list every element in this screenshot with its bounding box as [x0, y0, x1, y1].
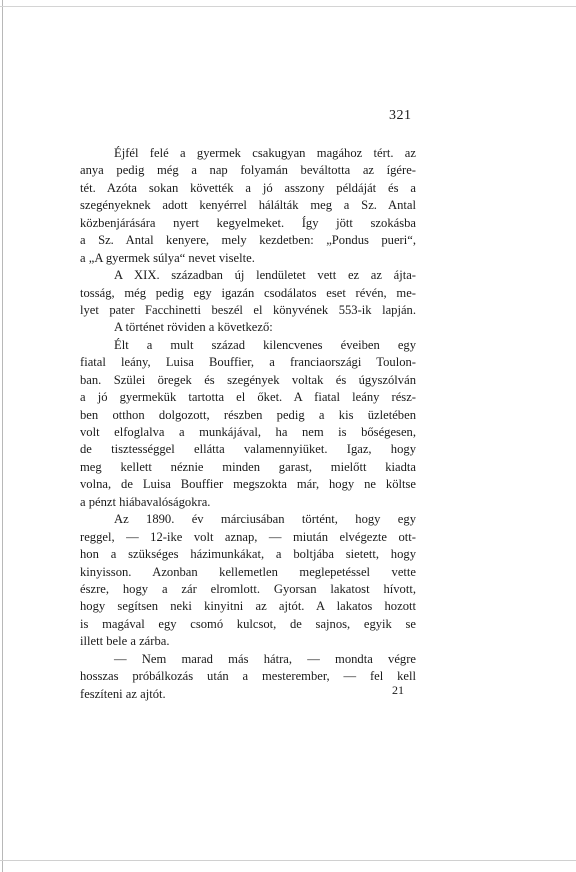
text-line: feszíteni az ajtót. — [80, 686, 166, 701]
printer-signature-mark: 21 — [392, 683, 404, 697]
text-line: is magával egy csomó kulcsot, de sajnos, egyik se — [80, 616, 416, 631]
text-line: Élt a mult század kilencvenes éveiben egy — [114, 337, 416, 352]
text-line: meg kellett néznie minden garast, mielőtt kiadta — [80, 459, 416, 474]
text-line: volt elfoglalva a munkájával, ha nem is bőségesen, — [80, 425, 416, 439]
text-line: tosság, még pedig egy igazán csodálatos eset révén, me- — [80, 285, 416, 300]
text-line: reggel, — 12-ike volt aznap, — miután elvégezte ott- — [80, 529, 416, 544]
text-line: A történet röviden a következő: — [114, 320, 273, 335]
text-line: de tisztességgel ellátta valamennyiüket. Igaz, hogy — [80, 442, 416, 457]
text-line: a jó gyermekük tartotta el őket. A fiatal leány rész- — [80, 390, 416, 405]
text-line: tét. Azóta sokan követték a jó asszony példáját és a — [80, 180, 416, 195]
text-line: A XIX. században új lendületet vett ez az ájta- — [114, 268, 416, 283]
text-line: a pénzt hiábavalóságokra. — [80, 494, 211, 509]
body-text — [80, 145, 416, 703]
text-line: közbenjárására nyert kegyelmeket. Így jött szokásba — [80, 215, 416, 230]
scan-edge-left — [2, 0, 3, 872]
text-line: a „A gyermek súlya“ nevet viselte. — [80, 250, 255, 265]
text-line: Az 1890. év márciusában történt, hogy egy — [114, 512, 416, 527]
text-line: szegényeknek adott kenyérrel hálálták meg a Sz. Antal — [80, 198, 416, 213]
text-line: hogy segítsen neki kinyitni az ajtót. A lakatos hozott — [80, 599, 416, 614]
text-line: — Nem marad más hátra, — mondta végre — [114, 651, 416, 666]
scan-edge-bottom — [0, 860, 576, 861]
text-line: Éjfél felé a gyermek csakugyan magához tért. az — [114, 146, 416, 160]
text-line: hon a szükséges házimunkákat, a boltjába sietett, hogy — [80, 547, 416, 562]
text-line: kinyisson. Azonban kellemetlen meglepetéssel vette — [80, 564, 416, 579]
text-line: illett bele a zárba. — [80, 634, 170, 649]
scan-edge-top — [0, 6, 576, 7]
text-line: volna, de Luisa Bouffier megszokta már, hogy ne költse — [80, 477, 416, 492]
text-line: ban. Szülei öregek és szegények voltak és úgyszólván — [80, 372, 416, 387]
text-line: lyet pater Facchinetti beszél el könyvének 553-ik lapján. — [80, 302, 416, 317]
page-number: 321 — [389, 108, 412, 123]
text-line: anya pedig még a nap folyamán beváltotta az ígére- — [80, 163, 416, 178]
text-line: ben otthon dolgozott, részben pedig a kis üzletében — [80, 407, 416, 422]
text-line: a Sz. Antal kenyere, mely kezdetben: „Pondus pueri“, — [80, 233, 416, 248]
text-line: hosszas próbálkozás után a mesterember, — fel kell — [80, 669, 416, 684]
text-line: fiatal leány, Luisa Bouffier, a franciaországi Toulon- — [80, 355, 416, 370]
text-line: észre, hogy a zár elromlott. Gyorsan lakatost hívott, — [80, 581, 416, 596]
